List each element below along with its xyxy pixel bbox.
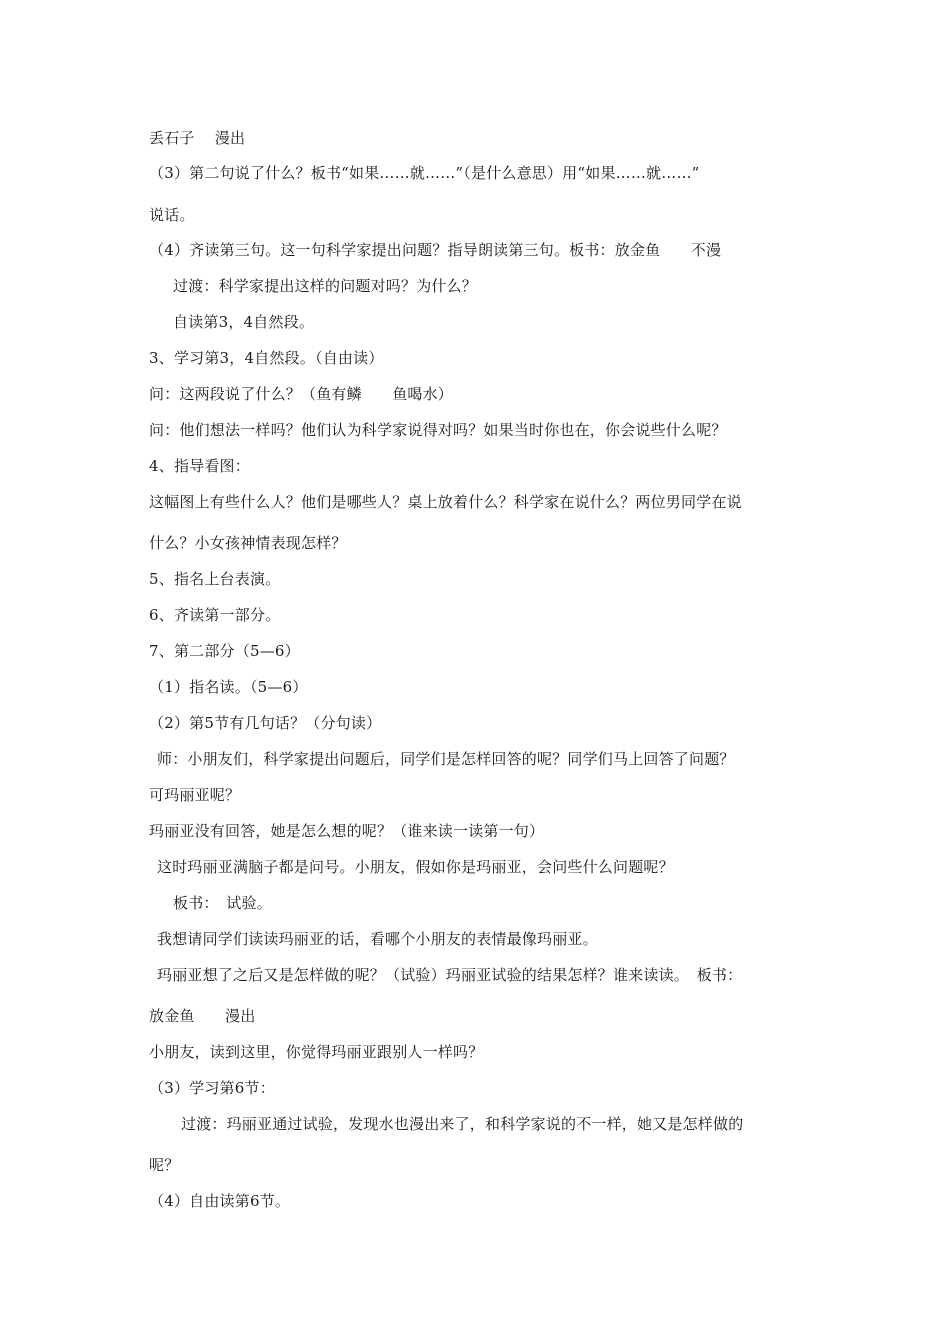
- text-line: 4、指导看图：: [149, 457, 250, 475]
- text-line: 什么？小女孩神情表现怎样？: [149, 534, 347, 552]
- text-line: 小朋友，读到这里，你觉得玛丽亚跟别人一样吗？: [149, 1043, 484, 1061]
- text-line: （3）学习第6节：: [149, 1079, 275, 1097]
- text-line: （3）第二句说了什么？板书“如果……就……”（是什么意思）用“如果……就……”: [149, 164, 700, 182]
- text-line: 丢石子 漫出: [149, 129, 246, 147]
- text-line: 玛丽亚没有回答，她是怎么想的呢？（谁来读一读第一句）: [149, 822, 545, 840]
- text-line: 过渡：科学家提出这样的问题对吗？为什么？: [173, 277, 478, 295]
- text-line: 玛丽亚想了之后又是怎样做的呢？（试验）玛丽亚试验的结果怎样？谁来读读。 板书：: [157, 966, 743, 984]
- text-line: （2）第5节有几句话？（分句读）: [149, 714, 382, 732]
- text-line: 问：这两段说了什么？（鱼有鳞 鱼喝水）: [149, 385, 454, 403]
- text-line: 6、齐读第一部分。: [149, 606, 281, 624]
- text-line: 板书： 试验。: [173, 894, 272, 912]
- text-line: 问：他们想法一样吗？他们认为科学家说得对吗？如果当时你也在，你会说些什么呢？: [149, 421, 727, 439]
- text-line: 放金鱼 漫出: [149, 1007, 256, 1025]
- text-line: 这时玛丽亚满脑子都是问号。小朋友，假如你是玛丽亚，会问些什么问题呢？: [157, 858, 674, 876]
- text-line: 呢？: [149, 1156, 180, 1174]
- text-line: （4）齐读第三句。这一句科学家提出问题？指导朗读第三句。板书：放金鱼 不漫: [149, 241, 722, 259]
- text-line: 说话。: [149, 206, 195, 224]
- text-line: 我想请同学们读读玛丽亚的话，看哪个小朋友的表情最像玛丽亚。: [157, 930, 598, 948]
- text-line: 师：小朋友们，科学家提出问题后，同学们是怎样回答的呢？同学们马上回答了问题？: [157, 750, 735, 768]
- text-line: 7、第二部分（5—6）: [149, 642, 300, 660]
- text-line: 5、指名上台表演。: [149, 570, 281, 588]
- text-line: （1）指名读。（5—6）: [149, 678, 308, 696]
- text-line: 自读第3，4自然段。: [173, 313, 315, 331]
- text-line: 这幅图上有些什么人？他们是哪些人？桌上放着什么？科学家在说什么？两位男同学在说: [149, 493, 742, 511]
- text-line: （4）自由读第6节。: [149, 1192, 291, 1210]
- text-line: 可玛丽亚呢？: [149, 786, 241, 804]
- text-line: 过渡：玛丽亚通过试验，发现水也漫出来了，和科学家说的不一样，她又是怎样做的: [181, 1115, 744, 1133]
- text-line: 3、学习第3，4自然段。（自由读）: [149, 349, 384, 367]
